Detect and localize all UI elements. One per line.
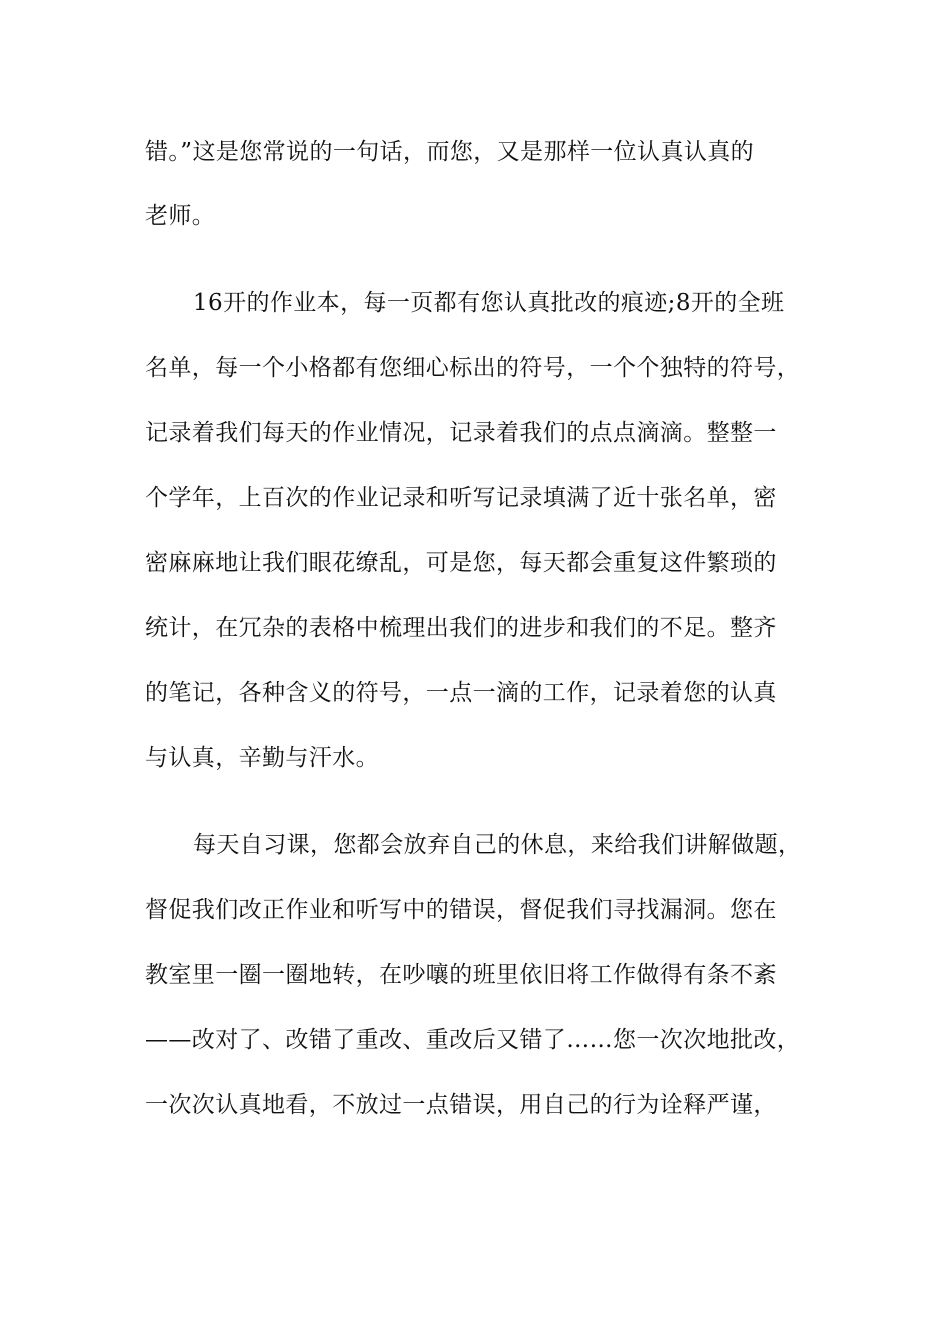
text-line: 密麻麻地让我们眼花缭乱，可是您，每天都会重复这件繁琐的	[145, 550, 777, 576]
text-line: 统计，在冗杂的表格中梳理出我们的进步和我们的不足。整齐	[145, 615, 777, 641]
text-line: 个学年，上百次的作业记录和听写记录填满了近十张名单，密	[145, 485, 777, 511]
paragraph-first-line: 16开的作业本，每一页都有您认真批改的痕迹;8开的全班	[193, 290, 785, 316]
text-line: 记录着我们每天的作业情况，记录着我们的点点滴滴。整整一	[145, 420, 777, 446]
text-line: 与认真，辛勤与汗水。	[145, 745, 379, 771]
text-line: 一次次认真地看，不放过一点错误，用自己的行为诠释严谨，	[145, 1092, 777, 1118]
text-line: ——改对了、改错了重改、重改后又错了……您一次次地批改，	[145, 1027, 801, 1053]
text-line: 的笔记，各种含义的符号，一点一滴的工作，记录着您的认真	[145, 680, 777, 706]
text-line: 教室里一圈一圈地转，在吵嚷的班里依旧将工作做得有条不紊	[145, 962, 777, 988]
text-line: 名单，每一个小格都有您细心标出的符号，一个个独特的符号，	[145, 355, 801, 381]
text-line: 督促我们改正作业和听写中的错误，督促我们寻找漏洞。您在	[145, 897, 777, 923]
text-line: 老师。	[145, 203, 216, 229]
text-line: 错。”这是您常说的一句话，而您，又是那样一位认真认真的	[145, 139, 755, 165]
paragraph-first-line: 每天自习课，您都会放弃自己的休息，来给我们讲解做题，	[193, 832, 802, 858]
